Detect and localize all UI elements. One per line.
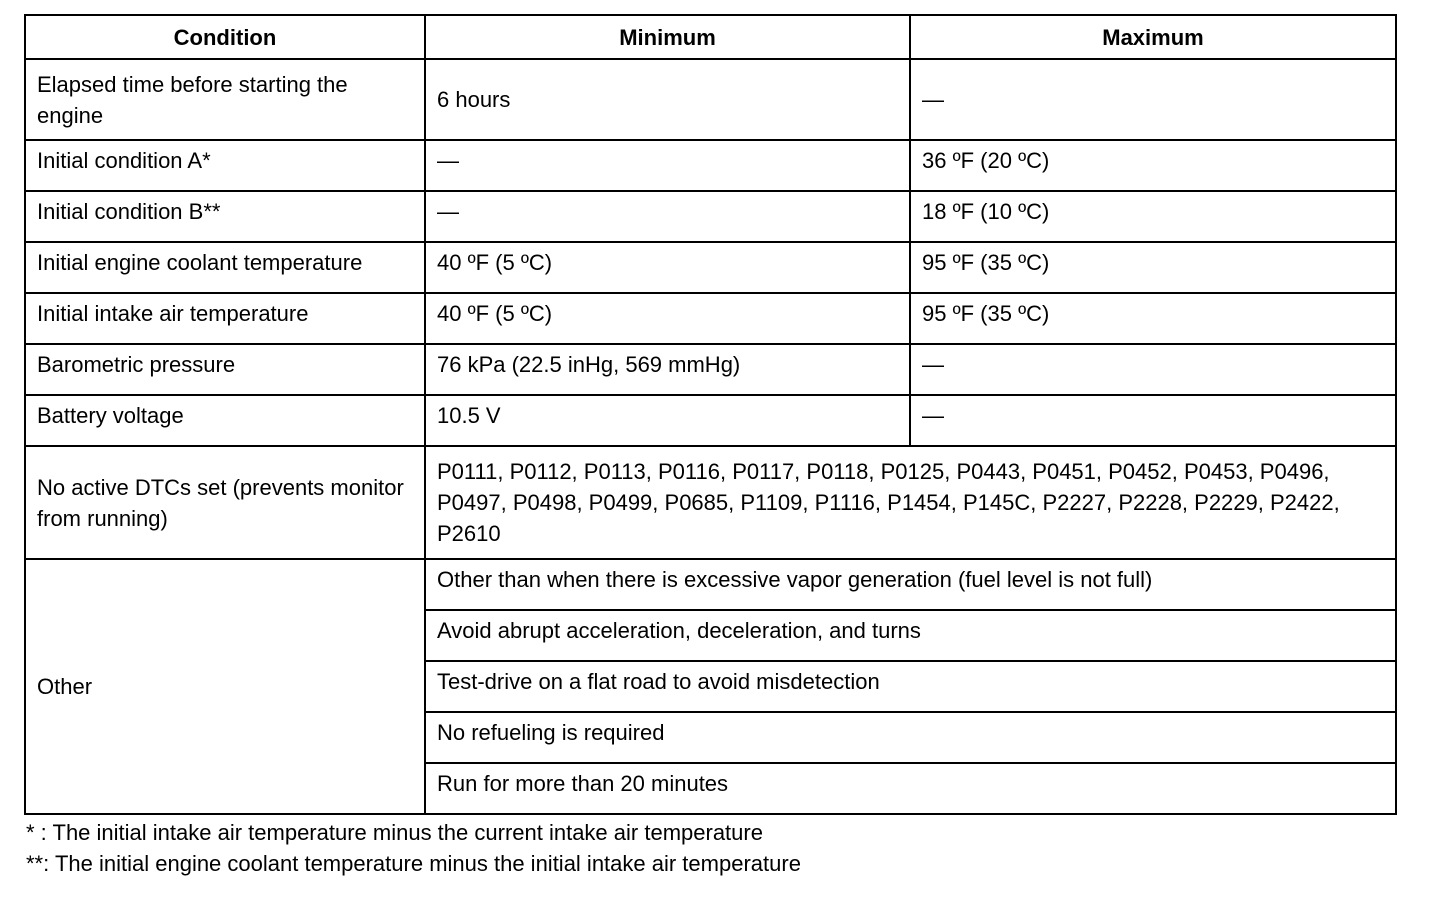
footnote-a	[26, 817, 801, 848]
condition-cell: Initial condition B**	[25, 191, 425, 242]
table-row	[25, 344, 1396, 395]
footnotes	[26, 817, 801, 879]
maximum-cell: 95 ºF (35 ºC)	[910, 242, 1396, 293]
other-item: Test-drive on a flat road to avoid misdetection	[425, 661, 1396, 712]
minimum-cell: 40 ºF (5 ºC)	[425, 293, 910, 344]
footnote-mark: * :	[26, 820, 47, 845]
condition-cell: Battery voltage	[25, 395, 425, 446]
table-row	[25, 140, 1396, 191]
condition-cell: Initial engine coolant temperature	[25, 242, 425, 293]
minimum-cell: 76 kPa (22.5 inHg, 569 mmHg)	[425, 344, 910, 395]
table-row	[25, 191, 1396, 242]
table-row	[25, 59, 1396, 140]
table-header-row	[25, 15, 1396, 59]
table-row	[25, 242, 1396, 293]
other-item: No refueling is required	[425, 712, 1396, 763]
minimum-cell: 6 hours	[425, 59, 910, 140]
dtc-row	[25, 446, 1396, 559]
footnote-b	[26, 848, 801, 879]
minimum-cell: 10.5 V	[425, 395, 910, 446]
table-row	[25, 395, 1396, 446]
footnote-text: The initial engine coolant temperature minus the initial intake air temperature	[49, 851, 801, 876]
footnote-mark: **:	[26, 851, 50, 876]
other-condition-cell: Other	[25, 559, 425, 814]
other-item: Other than when there is excessive vapor generation (fuel level is not full)	[425, 559, 1396, 610]
condition-cell: Initial condition A*	[25, 140, 425, 191]
minimum-cell: —	[425, 191, 910, 242]
maximum-cell: 95 ºF (35 ºC)	[910, 293, 1396, 344]
maximum-cell: 18 ºF (10 ºC)	[910, 191, 1396, 242]
minimum-cell: 40 ºF (5 ºC)	[425, 242, 910, 293]
condition-cell: Barometric pressure	[25, 344, 425, 395]
conditions-table	[24, 14, 1397, 815]
header-maximum: Maximum	[910, 15, 1396, 59]
dtc-codes-cell: P0111, P0112, P0113, P0116, P0117, P0118, P0125, P0443, P0451, P0452, P0453, P0496, P0497, P0498, P0499, P0685, P1109, P1116, P1454, P145C, P2227, P2228, P2229, P2422, P2610	[425, 446, 1396, 559]
maximum-cell: 36 ºF (20 ºC)	[910, 140, 1396, 191]
other-row	[25, 559, 1396, 610]
minimum-cell: —	[425, 140, 910, 191]
header-condition: Condition	[25, 15, 425, 59]
footnote-text: The initial intake air temperature minus the current intake air temperature	[46, 820, 763, 845]
maximum-cell: —	[910, 59, 1396, 140]
header-minimum: Minimum	[425, 15, 910, 59]
table-row	[25, 293, 1396, 344]
other-item: Run for more than 20 minutes	[425, 763, 1396, 814]
maximum-cell: —	[910, 395, 1396, 446]
condition-cell: No active DTCs set (prevents monitor from running)	[25, 446, 425, 559]
maximum-cell: —	[910, 344, 1396, 395]
condition-cell: Initial intake air temperature	[25, 293, 425, 344]
other-item: Avoid abrupt acceleration, deceleration, and turns	[425, 610, 1396, 661]
condition-cell: Elapsed time before starting the engine	[25, 59, 425, 140]
